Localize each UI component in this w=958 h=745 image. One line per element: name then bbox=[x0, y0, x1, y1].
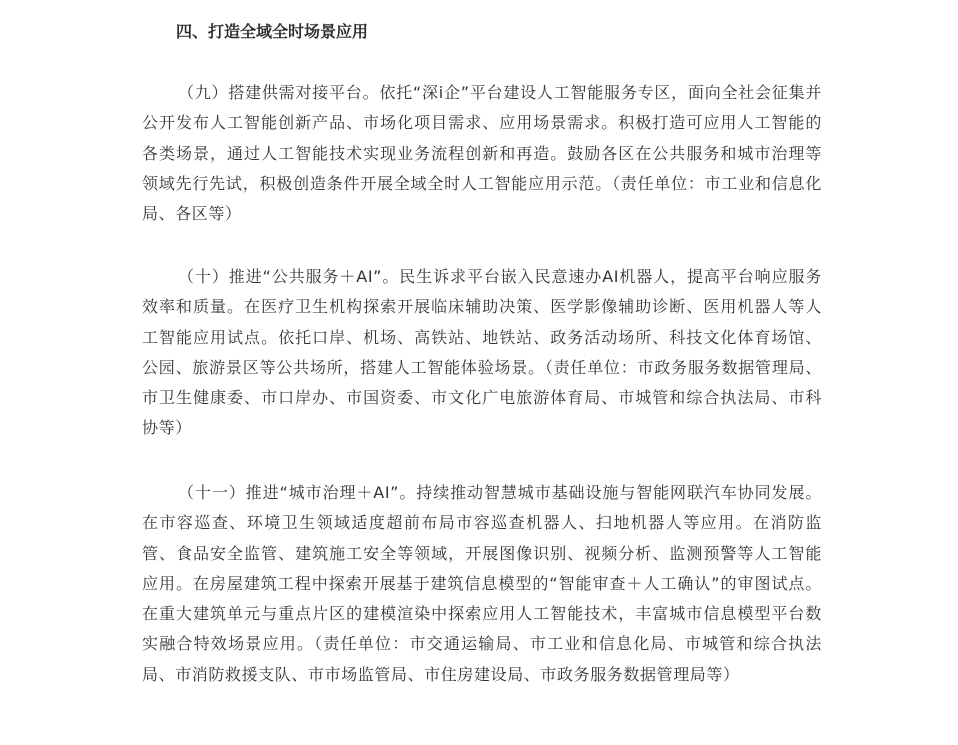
paragraph-item-10: （十）推进“公共服务＋AI”。民生诉求平台嵌入民意速办AI机器人，提高平台响应服务效率和质量。在医疗卫生机构探索开展临床辅助决策、医学影像辅助诊断、医用机器人等人工智能应用试点。依托口岸、机场、高铁站、地铁站、政务活动场所、科技文化体育场馆、公园、旅游景区等公共场所，搭建人工智能体验场景。（责任单位：市政务服务数据管理局、市卫生健康委、市口岸办、市国资委、市文化广电旅游体育局、市城管和综合执法局、市科协等） bbox=[142, 267, 822, 438]
section-heading: 四、打造全域全时场景应用 bbox=[176, 22, 369, 41]
paragraph-item-9: （九）搭建供需对接平台。依托“深i企”平台建设人工智能服务专区，面向全社会征集并公开发布人工智能创新产品、市场化项目需求、应用场景需求。积极打造可应用人工智能的各类场景，通过人工智能技术实现业务流程创新和再造。鼓励各区在公共服务和城市治理等领域先行先试，积极创造条件开展全域全时人工智能应用示范。（责任单位：市工业和信息化局、各区等） bbox=[142, 83, 822, 224]
paragraph-item-11: （十一）推进“城市治理＋AI”。持续推动智慧城市基础设施与智能网联汽车协同发展。在市容巡查、环境卫生领域适度超前布局市容巡查机器人、扫地机器人等应用。在消防监管、食品安全监管、建筑施工安全等领域，开展图像识别、视频分析、监测预警等人工智能应用。在房屋建筑工程中探索开展基于建筑信息模型的“智能审查＋人工确认”的审图试点。在重大建筑单元与重点片区的建模渲染中探索应用人工智能技术，丰富城市信息模型平台数实融合特效场景应用。（责任单位：市交通运输局、市工业和信息化局、市城管和综合执法局、市消防救援支队、市市场监管局、市住房建设局、市政务服务数据管理局等） bbox=[142, 483, 822, 684]
